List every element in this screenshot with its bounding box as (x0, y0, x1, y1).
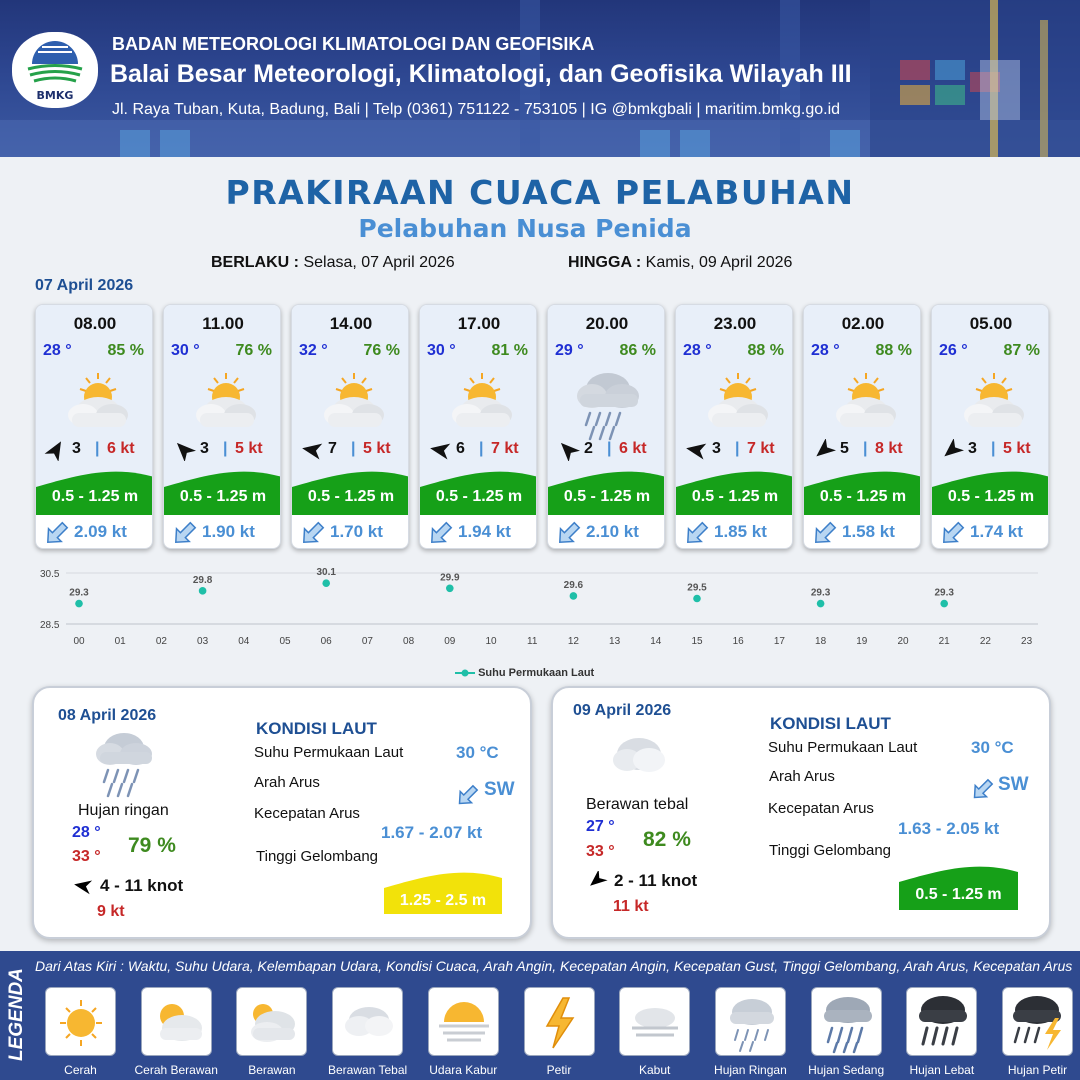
card-wind-speed: 3 (968, 440, 977, 457)
day0-date: 07 April 2026 (35, 277, 134, 294)
chart-data-label: 29.8 (192, 574, 213, 586)
card-gust: 7 kt (491, 440, 519, 457)
agency-name: BADAN METEOROLOGI KLIMATOLOGI DAN GEOFISIKA (112, 34, 595, 54)
chart-x-tick-label: 07 (361, 636, 373, 647)
day1-arus-dir-label: Arah Arus (254, 774, 320, 791)
card-wind-speed: 6 (456, 440, 465, 457)
card-wind-speed: 5 (840, 440, 849, 457)
card-temperature: 26 ° (939, 342, 968, 359)
day2-sst-label: Suhu Permukaan Laut (768, 739, 918, 756)
day2-wind-speed: 2 - 11 knot (614, 871, 698, 890)
chart-data-point (75, 600, 83, 608)
legend-label: Hujan Sedang (808, 1063, 885, 1077)
chart-data-point (446, 585, 454, 593)
chart-data-point (199, 587, 207, 595)
hourly-card (291, 304, 409, 549)
petir-icon (524, 987, 595, 1056)
page-subtitle: Pelabuhan Nusa Penida (358, 214, 692, 243)
card-separator: | (95, 440, 100, 457)
card-separator: | (991, 440, 996, 457)
card-time: 02.00 (841, 314, 885, 333)
card-separator: | (863, 440, 868, 457)
wind-direction-icon (812, 439, 836, 466)
card-wind-speed: 3 (200, 440, 209, 457)
berawan-icon (236, 987, 307, 1056)
hourly-card (163, 304, 281, 549)
card-wave-height: 0.5 - 1.25 m (563, 488, 651, 505)
current-direction-icon (426, 519, 456, 549)
card-gust: 7 kt (747, 440, 775, 457)
chart-x-tick-label: 21 (938, 636, 950, 647)
cerah-berawan-icon (826, 369, 900, 440)
day2-gust: 11 kt (613, 898, 649, 915)
chart-y-tick-label: 30.5 (40, 569, 60, 580)
wind-direction-icon (684, 439, 708, 466)
chart-data-point (570, 592, 578, 600)
cerah-berawan-icon (58, 369, 132, 440)
hourly-card (675, 304, 793, 549)
header-banner (0, 0, 1080, 157)
day2-arus-speed-label: Kecepatan Arus (768, 800, 874, 817)
current-direction-icon (170, 519, 200, 549)
day2-wave-label: Tinggi Gelombang (769, 842, 892, 859)
card-humidity: 87 % (1003, 342, 1040, 359)
hujan-ringan-icon (715, 987, 786, 1056)
day1-kondisi-title: KONDISI LAUT (256, 719, 377, 738)
cerah-berawan-icon (442, 369, 516, 440)
sst-legend-label: Suhu Permukaan Laut (478, 667, 595, 679)
chart-x-tick-label: 18 (815, 636, 827, 647)
chart-x-tick-label: 02 (155, 636, 167, 647)
day2-temp-min: 27 ° (586, 818, 615, 835)
day1-humidity: 79 % (128, 834, 176, 857)
legend-label: Udara Kabur (429, 1063, 498, 1077)
card-wave-height: 0.5 - 1.25 m (819, 488, 907, 505)
hourly-card (419, 304, 537, 549)
card-current-speed: 1.70 kt (330, 522, 383, 541)
card-humidity: 88 % (875, 342, 912, 359)
chart-data-label: 29.5 (687, 582, 707, 594)
chart-x-tick-label: 06 (320, 636, 332, 647)
cerah-berawan-icon (314, 369, 388, 440)
wind-direction-icon (428, 439, 452, 466)
hourly-card (547, 304, 665, 549)
wind-direction-icon (300, 439, 324, 466)
card-time: 23.00 (713, 314, 757, 333)
card-gust: 6 kt (107, 440, 135, 457)
card-current-speed: 2.10 kt (586, 522, 639, 541)
validity-from-value: Selasa, 07 April 2026 (303, 254, 455, 271)
chart-x-tick-label: 01 (114, 636, 126, 647)
legend-label: Hujan Lebat (909, 1063, 975, 1077)
day1-sst-value: 30 °C (456, 743, 499, 762)
current-direction-icon (554, 519, 584, 549)
day1-gust: 9 kt (97, 903, 125, 920)
chart-x-tick-label: 14 (650, 636, 662, 647)
card-temperature: 30 ° (427, 342, 456, 359)
day1-arus-dir: SW (484, 779, 515, 800)
current-direction-icon (298, 519, 328, 549)
hujan-lebat-icon (906, 987, 977, 1056)
card-wave-height: 0.5 - 1.25 m (435, 488, 523, 505)
validity-from (211, 254, 455, 272)
legend-label: Hujan Ringan (714, 1063, 787, 1077)
card-wave-height: 0.5 - 1.25 m (947, 488, 1035, 505)
chart-x-tick-label: 03 (197, 636, 209, 647)
validity-to (568, 254, 792, 272)
current-direction-icon (42, 519, 72, 549)
card-wave-height: 0.5 - 1.25 m (691, 488, 779, 505)
card-separator: | (735, 440, 740, 457)
chart-x-tick-label: 08 (403, 636, 415, 647)
day1-condition: Hujan ringan (78, 802, 169, 819)
card-wave-height: 0.5 - 1.25 m (307, 488, 395, 505)
card-time: 05.00 (969, 314, 1013, 333)
current-direction-icon (810, 519, 840, 549)
day1-date: 08 April 2026 (58, 707, 157, 724)
hourly-card (931, 304, 1049, 549)
legend-title: LEGENDA (6, 968, 27, 1061)
wind-direction-icon (556, 439, 580, 466)
day2-wave-height: 0.5 - 1.25 m (915, 886, 1002, 903)
card-humidity: 86 % (619, 342, 656, 359)
day2-panel (551, 686, 1051, 939)
card-humidity: 76 % (235, 342, 272, 359)
card-wind-speed: 7 (328, 440, 337, 457)
card-current-speed: 2.09 kt (74, 522, 127, 541)
sst-chart-legend (455, 667, 594, 679)
card-time: 14.00 (329, 314, 373, 333)
day1-arus-speed: 1.67 - 2.07 kt (381, 823, 483, 842)
validity-to-label: HINGGA : (568, 254, 642, 271)
berawan-tebal-icon (332, 987, 403, 1056)
wind-direction-icon (172, 439, 196, 466)
day1-wave-height: 1.25 - 2.5 m (399, 892, 487, 909)
chart-x-tick-label: 19 (856, 636, 868, 647)
udara-kabur-icon (428, 987, 499, 1056)
day1-temp-min: 28 ° (72, 824, 101, 841)
card-time: 11.00 (202, 314, 244, 333)
card-humidity: 85 % (107, 342, 144, 359)
day1-panel (32, 686, 532, 939)
chart-data-label: 29.9 (440, 572, 460, 584)
card-wave-height: 0.5 - 1.25 m (179, 488, 267, 505)
hourly-card (35, 304, 153, 549)
day1-wind-speed: 4 - 11 knot (100, 876, 184, 895)
day2-temp-max: 33 ° (586, 843, 615, 860)
cerah-berawan-icon (141, 987, 212, 1056)
card-separator: | (223, 440, 228, 457)
card-gust: 5 kt (1003, 440, 1031, 457)
validity-from-label: BERLAKU : (211, 254, 299, 271)
day2-arus-dir: SW (998, 774, 1029, 795)
wind-direction-icon (44, 439, 68, 466)
card-humidity: 81 % (491, 342, 528, 359)
legend-description: Dari Atas Kiri : Waktu, Suhu Udara, Kelembapan Udara, Kondisi Cuaca, Arah Angin, Kecepatan Angin, Kecepatan Gust, Tinggi Gelombang, Arah Arus, Kecepatan Arus (35, 958, 1073, 974)
sst-legend-marker-icon (455, 668, 475, 678)
card-time: 08.00 (73, 314, 117, 333)
day2-date: 09 April 2026 (573, 702, 672, 719)
legend-label: Petir (546, 1063, 572, 1077)
card-temperature: 28 ° (43, 342, 72, 359)
card-current-speed: 1.90 kt (202, 522, 255, 541)
day1-temp-max: 33 ° (72, 848, 101, 865)
day1-current-direction-icon (454, 782, 482, 808)
day2-wind-direction-icon (586, 871, 608, 889)
current-direction-icon (682, 519, 712, 549)
chart-x-tick-label: 17 (773, 636, 785, 647)
hujan-ringan-icon (570, 369, 644, 450)
chart-x-tick-label: 09 (444, 636, 456, 647)
day2-condition: Berawan tebal (586, 796, 689, 813)
current-direction-icon (938, 519, 968, 549)
chart-data-point (322, 579, 330, 587)
chart-data-point (940, 600, 948, 608)
card-humidity: 88 % (747, 342, 784, 359)
legend-label: Cerah (64, 1063, 97, 1077)
legend-label: Cerah Berawan (134, 1063, 218, 1077)
card-temperature: 32 ° (299, 342, 328, 359)
card-humidity: 76 % (363, 342, 400, 359)
day2-kondisi-title: KONDISI LAUT (770, 714, 891, 733)
chart-data-label: 29.3 (69, 587, 89, 599)
card-temperature: 30 ° (171, 342, 200, 359)
chart-data-label: 29.6 (563, 579, 584, 591)
logo-text: BMKG (36, 89, 74, 102)
card-wind-speed: 3 (712, 440, 721, 457)
sst-chart (0, 560, 1080, 660)
chart-x-tick-label: 22 (979, 636, 991, 647)
page-title: PRAKIRAAN CUACA PELABUHAN (225, 173, 855, 212)
chart-y-tick-label: 28.5 (40, 620, 60, 631)
cerah-berawan-icon (698, 369, 772, 440)
card-gust: 5 kt (363, 440, 391, 457)
kabut-icon (619, 987, 690, 1056)
card-time: 20.00 (585, 314, 629, 333)
chart-x-tick-label: 05 (279, 636, 291, 647)
validity-to-value: Kamis, 09 April 2026 (645, 254, 793, 271)
card-wind-speed: 3 (72, 440, 81, 457)
chart-x-tick-label: 04 (238, 636, 250, 647)
chart-x-tick-label: 11 (527, 636, 538, 647)
card-gust: 6 kt (619, 440, 647, 457)
chart-data-label: 29.3 (810, 587, 831, 599)
day2-current-direction-icon (969, 776, 997, 802)
wind-direction-icon (940, 439, 964, 466)
chart-data-label: 30.1 (316, 567, 336, 579)
card-temperature: 28 ° (683, 342, 712, 359)
office-address: Jl. Raya Tuban, Kuta, Badung, Bali | Telp (0361) 751122 - 753105 | IG @bmkgbali | maritim.bmkg.go.id (112, 101, 841, 118)
bmkg-logo (12, 32, 98, 108)
card-separator: | (607, 440, 612, 457)
chart-x-tick-label: 10 (485, 636, 497, 647)
card-separator: | (479, 440, 484, 457)
card-current-speed: 1.85 kt (714, 522, 767, 541)
chart-data-point (693, 595, 701, 603)
day1-sst-label: Suhu Permukaan Laut (254, 744, 404, 761)
chart-x-tick-label: 23 (1021, 636, 1033, 647)
chart-x-tick-label: 00 (73, 636, 85, 647)
card-current-speed: 1.58 kt (842, 522, 895, 541)
card-wind-speed: 2 (584, 440, 593, 457)
berawan-tebal-icon (609, 732, 669, 780)
day2-humidity: 82 % (643, 828, 691, 851)
bmkg-logo-emblem-icon (12, 32, 98, 92)
hourly-card (803, 304, 921, 549)
card-gust: 5 kt (235, 440, 263, 457)
card-wave-height: 0.5 - 1.25 m (51, 488, 139, 505)
card-time: 17.00 (457, 314, 501, 333)
card-separator: | (351, 440, 356, 457)
legend-label: Kabut (639, 1063, 671, 1077)
cerah-berawan-icon (954, 369, 1028, 440)
chart-data-point (817, 600, 825, 608)
hujan-ringan-icon (90, 728, 160, 800)
hujan-sedang-icon (811, 987, 882, 1056)
chart-data-label: 29.3 (934, 587, 954, 599)
hujan-petir-icon (1002, 987, 1073, 1056)
card-current-speed: 1.74 kt (970, 522, 1023, 541)
chart-x-tick-label: 15 (691, 636, 703, 647)
day1-wind-direction-icon (72, 877, 94, 895)
card-temperature: 28 ° (811, 342, 840, 359)
chart-x-tick-label: 13 (609, 636, 621, 647)
legend-label: Berawan (248, 1063, 296, 1077)
day1-arus-speed-label: Kecepatan Arus (254, 805, 360, 822)
card-temperature: 29 ° (555, 342, 584, 359)
chart-x-tick-label: 12 (567, 636, 579, 647)
cerah-berawan-icon (186, 369, 260, 440)
day1-wave-label: Tinggi Gelombang (256, 848, 379, 865)
cerah-icon (45, 987, 116, 1056)
card-current-speed: 1.94 kt (458, 522, 511, 541)
card-gust: 8 kt (875, 440, 903, 457)
office-name: Balai Besar Meteorologi, Klimatologi, dan Geofisika Wilayah III (110, 60, 852, 88)
day2-arus-speed: 1.63 - 2.05 kt (898, 819, 1000, 838)
day2-sst-value: 30 °C (971, 738, 1014, 757)
chart-x-tick-label: 20 (897, 636, 909, 647)
legend-label: Hujan Petir (1007, 1063, 1068, 1077)
chart-x-tick-label: 16 (732, 636, 744, 647)
legend-label: Berawan Tebal (328, 1063, 408, 1077)
day2-arus-dir-label: Arah Arus (769, 768, 835, 785)
